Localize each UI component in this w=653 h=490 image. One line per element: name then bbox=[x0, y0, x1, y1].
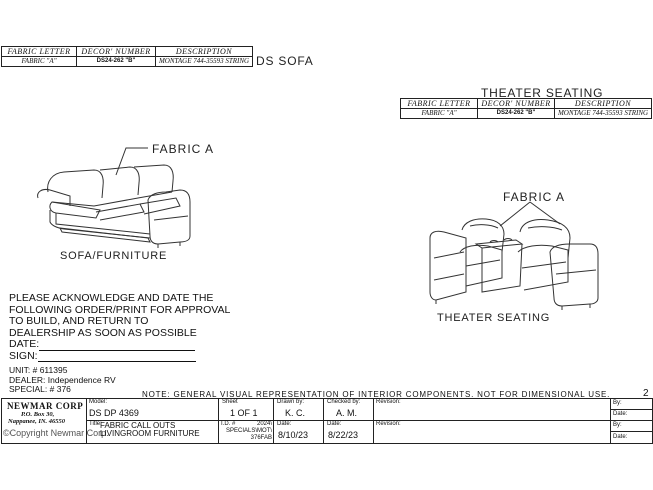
checked-label: Checked by: bbox=[327, 399, 361, 405]
acknowledge-line-1: PLEASE ACKNOWLEDGE AND DATE THE bbox=[9, 292, 214, 304]
dimensional-note: NOTE: GENERAL VISUAL REPRESENTATION OF INTERIOR COMPONENTS. NOT FOR DIMENSIONAL USE. bbox=[142, 390, 611, 399]
model-label: Model: bbox=[89, 399, 108, 405]
revision-label-2: Revision: bbox=[376, 421, 401, 427]
title-value: FABRIC CALL OUTS LIVINGROOM FURNITURE bbox=[100, 421, 200, 438]
theater-spec-table bbox=[400, 98, 652, 119]
spec-header-decor-number: DECOR' NUMBER bbox=[77, 47, 156, 57]
date2-value: 8/22/23 bbox=[328, 430, 359, 440]
acknowledge-block bbox=[9, 293, 230, 362]
checked-value: A. M. bbox=[336, 408, 358, 418]
theater-header-decor-number: DECOR' NUMBER bbox=[478, 99, 555, 109]
dealer-name: DEALER: Independence RV bbox=[9, 374, 116, 385]
page-number: 2 bbox=[643, 388, 649, 399]
by-label-1: By: bbox=[613, 400, 622, 406]
company-po-box: P.O. Box 30, bbox=[21, 411, 55, 418]
copyright: ©Copyright Newmar Corp. bbox=[3, 428, 109, 438]
spec-header-description: DESCRIPTION bbox=[156, 47, 253, 57]
acknowledge-line-2: FOLLOWING ORDER/PRINT FOR APPROVAL bbox=[9, 303, 231, 316]
company-name: NEWMAR CORP bbox=[7, 401, 84, 411]
theater-header-fabric-letter: FABRIC LETTER bbox=[401, 99, 478, 109]
spec-description: MONTAGE 744-35593 STRING bbox=[156, 57, 253, 67]
unit-number: UNIT: # 611395 bbox=[9, 365, 68, 375]
special-number: SPECIAL: # 376 bbox=[9, 384, 71, 394]
title-label: Title: bbox=[89, 421, 102, 427]
revision-cell-1 bbox=[373, 398, 611, 421]
theater-decor-number: DS24-262 "B" bbox=[478, 109, 555, 119]
sofa-fabric-label: FABRIC A bbox=[152, 142, 215, 156]
theater-description: MONTAGE 744-35593 STRING bbox=[555, 109, 652, 119]
drawn-label: Drawn by: bbox=[277, 399, 305, 405]
revision-label-1: Revision: bbox=[376, 399, 401, 405]
id-label: I.D. # bbox=[221, 421, 236, 427]
sofa-caption: SOFA/FURNITURE bbox=[60, 250, 168, 262]
theater-header-description: DESCRIPTION bbox=[555, 99, 652, 109]
date-label: DATE: bbox=[9, 338, 40, 350]
id-value: 2024\ SPECIALS\MOT\ 376FAB bbox=[225, 421, 272, 441]
sheet-value: 1 OF 1 bbox=[230, 408, 258, 418]
theater-fabric-letter: FABRIC "A" bbox=[401, 109, 478, 119]
acknowledge-line-3: TO BUILD, AND RETURN TO bbox=[9, 315, 149, 327]
theater-caption: THEATER SEATING bbox=[437, 312, 551, 324]
theater-spec-title: THEATER SEATING bbox=[481, 86, 604, 100]
drawn-value: K. C. bbox=[285, 408, 306, 418]
spec-decor-number: DS24-262 "B" bbox=[77, 57, 156, 67]
spec-fabric-letter: FABRIC "A" bbox=[2, 57, 77, 67]
spec-header-fabric-letter: FABRIC LETTER bbox=[2, 47, 77, 57]
sign-row bbox=[9, 351, 230, 363]
date2-label: Date: bbox=[327, 421, 342, 427]
date-field[interactable] bbox=[39, 340, 195, 351]
section-title-ds-sofa: DS SOFA bbox=[256, 54, 314, 68]
rev-date-label-1: Date: bbox=[613, 411, 628, 417]
date1-label: Date: bbox=[277, 421, 292, 427]
date1-value: 8/10/23 bbox=[278, 430, 309, 440]
sofa-drawing bbox=[30, 140, 200, 255]
rev-date-label-2: Date: bbox=[613, 434, 628, 440]
revision-cell-2 bbox=[373, 420, 611, 444]
sign-field[interactable] bbox=[38, 351, 196, 362]
sign-label: SIGN: bbox=[9, 349, 38, 362]
model-value: DS DP 4369 bbox=[89, 408, 139, 418]
theater-fabric-label: FABRIC A bbox=[503, 190, 566, 204]
acknowledge-line-4: DEALERSHIP AS SOON AS POSSIBLE bbox=[9, 326, 197, 339]
unit-info bbox=[9, 366, 116, 395]
sofa-spec-table bbox=[1, 46, 253, 67]
sheet-label: Sheet bbox=[222, 399, 238, 405]
date-row bbox=[9, 339, 230, 351]
theater-seating-drawing bbox=[420, 200, 610, 312]
company-city: Nappanee, IN. 46550 bbox=[8, 418, 66, 425]
by-label-2: By: bbox=[613, 422, 622, 428]
